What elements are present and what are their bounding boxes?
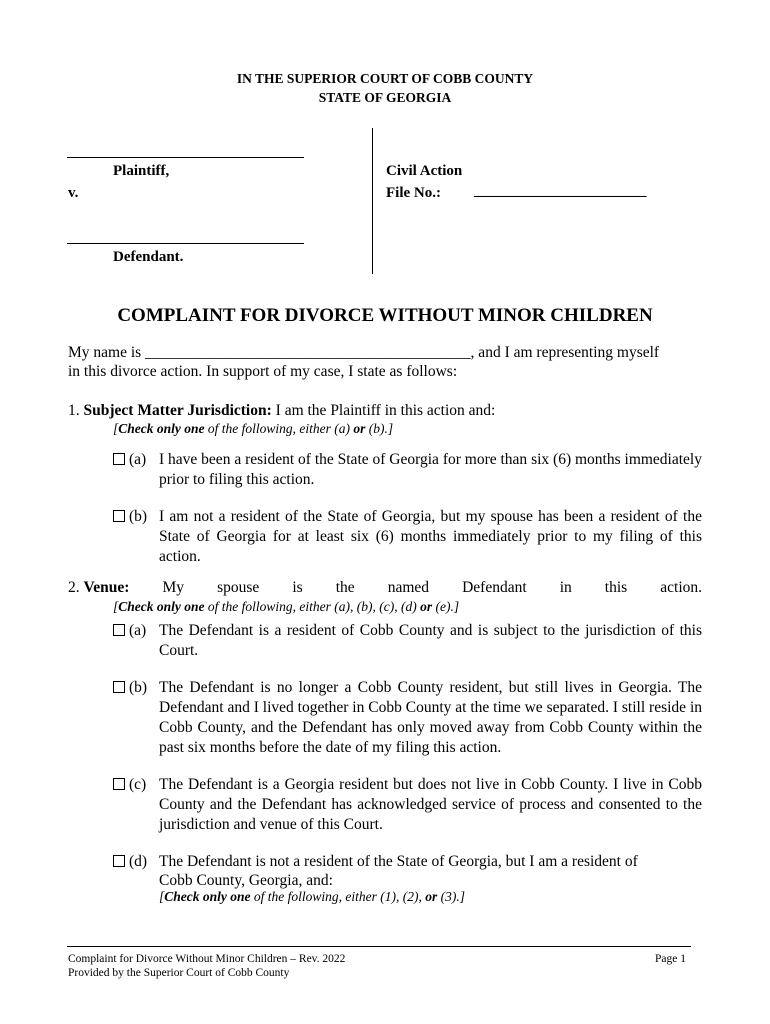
s2-option-d-marker[interactable]: (d): [113, 852, 147, 872]
court-name: IN THE SUPERIOR COURT OF COBB COUNTY: [236, 71, 534, 86]
s2-option-a-marker[interactable]: (a): [113, 621, 146, 641]
file-no-label: File No.:: [386, 185, 441, 201]
section-1-number: 1.: [68, 402, 80, 419]
s1-option-a-marker[interactable]: (a): [113, 450, 146, 470]
court-state: STATE OF GEORGIA: [318, 90, 452, 105]
s2-option-c-text: The Defendant is a Georgia resident but does not live in Cobb County. I live in Cobb County and the Defendant has acknowledged service of process and consented to the jurisdiction and venue of this Court.: [159, 776, 702, 833]
page-number: Page 1: [655, 953, 686, 965]
footer-rule: [67, 946, 691, 947]
section-1-heading: [68, 401, 495, 421]
intro-line-2: in this divorce action. In support of my case, I state as follows:: [68, 363, 458, 380]
caption-divider: [372, 128, 373, 274]
defendant-blank-line[interactable]: [67, 243, 304, 244]
venue-word: My: [162, 579, 185, 596]
venue-word: Defendant: [462, 579, 527, 596]
footer-provider: Provided by the Superior Court of Cobb County: [68, 967, 290, 979]
civil-action-label: Civil Action: [386, 163, 463, 179]
section-1-text: I am the Plaintiff in this action and:: [271, 402, 496, 419]
document-title: COMPLAINT FOR DIVORCE WITHOUT MINOR CHILDREN: [117, 305, 653, 326]
venue-word: spouse: [217, 579, 260, 596]
section-2-heading: [68, 579, 702, 597]
s2-option-a-text: The Defendant is a resident of Cobb County and is subject to the jurisdiction of this Court.: [159, 622, 702, 659]
checkbox-icon[interactable]: [113, 778, 125, 790]
s1-option-b-text: I am not a resident of the State of Georgia, but my spouse has been a resident of the State of Georgia for at least six (6) months immediately prior to my filing of this action.: [159, 508, 702, 565]
s2-option-b-marker[interactable]: (b): [113, 678, 147, 698]
footer-form-name: Complaint for Divorce Without Minor Children – Rev. 2022: [68, 953, 346, 965]
section-2-instruction: [Check only one of the following, either (a), (b), (c), (d) or (e).]: [113, 599, 460, 614]
s1-option-a-text: I have been a resident of the State of Georgia for more than six (6) months immediately prior to filing this action.: [159, 451, 702, 488]
venue-word: named: [387, 579, 430, 596]
s2-option-d-line-2: Cobb County, Georgia, and:: [159, 872, 333, 889]
venue-word: this: [604, 579, 628, 596]
venue-word: the: [335, 579, 355, 596]
intro-line-1: My name is __________________________________________, and I am representing myself: [68, 344, 660, 361]
checkbox-icon[interactable]: [113, 510, 125, 522]
checkbox-icon[interactable]: [113, 453, 125, 465]
venue-word: is: [292, 579, 303, 596]
checkbox-icon[interactable]: [113, 681, 125, 693]
s2-option-d-instruction: [Check only one of the following, either (1), (2), or (3).]: [159, 889, 466, 904]
s1-option-b-marker[interactable]: (b): [113, 507, 147, 527]
defendant-label: Defendant.: [113, 249, 184, 265]
section-1-title: Subject Matter Jurisdiction:: [83, 402, 272, 419]
venue-word: in: [559, 579, 572, 596]
versus-label: v.: [68, 185, 79, 201]
plaintiff-label: Plaintiff,: [113, 163, 170, 179]
checkbox-icon[interactable]: [113, 855, 125, 867]
section-1-instruction: [Check only one of the following, either (a) or (b).]: [113, 421, 394, 436]
file-no-blank[interactable]: _______________________: [474, 183, 647, 199]
section-2-title: 2. Venue:: [68, 579, 130, 596]
s2-option-c-marker[interactable]: (c): [113, 775, 146, 795]
checkbox-icon[interactable]: [113, 624, 125, 636]
s2-option-b-text: The Defendant is no longer a Cobb County resident, but still lives in Georgia. The Defendant and I lived together in Cobb County at the time we separated. I still reside in Cobb County, and the Defendant has only moved away from Cobb County within the past six months before the date of my filing this action.: [159, 679, 702, 756]
venue-word: action.: [660, 579, 702, 596]
s2-option-d-line-1: The Defendant is not a resident of the State of Georgia, but I am a resident of: [159, 853, 638, 870]
plaintiff-blank-line[interactable]: [67, 157, 304, 158]
